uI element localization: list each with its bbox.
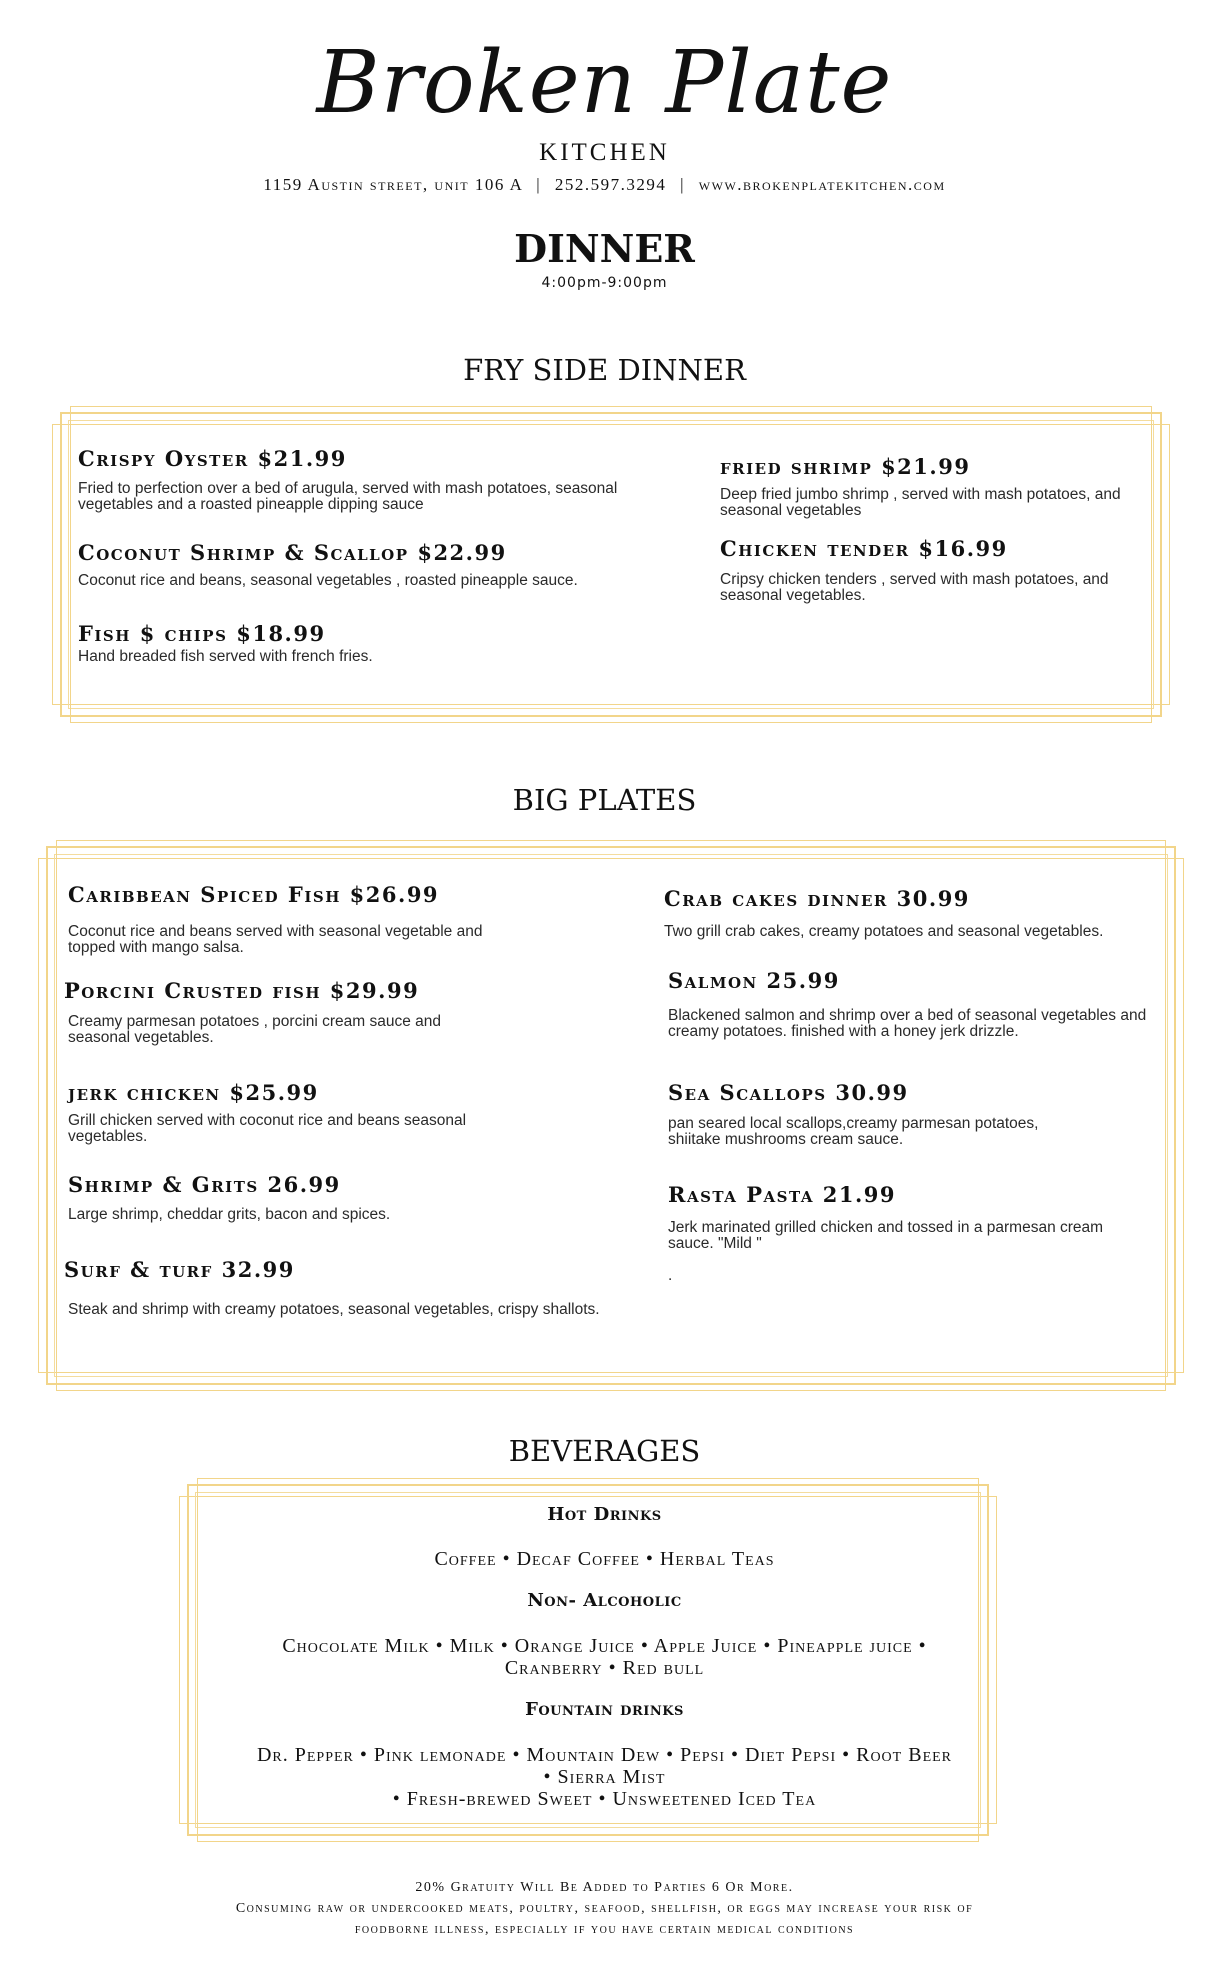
beverage-group-heading: Fountain drinks	[525, 1699, 684, 1720]
beverage-line: Dr. Pepper • Pink lemonade • Mountain Dew • Pepsi • Diet Pepsi • Root Beer	[256, 1744, 953, 1766]
menu-title: DINNER	[514, 226, 695, 271]
beverage-line: Cranberry • Red bull	[504, 1657, 705, 1679]
beverage-group-heading: Hot Drinks	[547, 1504, 662, 1525]
phone: 252.597.3294	[554, 175, 667, 194]
menu-item-name: jerk chicken $25.99	[68, 1080, 319, 1105]
menu-item-name: Crab cakes dinner 30.99	[664, 886, 970, 911]
menu-item-name: Salmon 25.99	[668, 968, 840, 993]
footer-disclaimer: Consuming raw or undercooked meats, poultry, seafood, shellfish, or eggs may increase your risk of	[235, 1901, 974, 1916]
menu-item-desc: Creamy parmesan potatoes , porcini cream sauce and seasonal vegetables.	[68, 1013, 442, 1046]
contact-line	[0, 176, 1209, 193]
menu-item-name: fried shrimp $21.99	[720, 454, 971, 479]
menu-item-name: Caribbean Spiced Fish $26.99	[68, 882, 440, 907]
menu-item-desc: Blackened salmon and shrimp over a bed of seasonal vegetables and creamy potatoes. finished with a honey jerk drizzle.	[668, 1007, 1147, 1040]
website-link[interactable]: www.brokenplatekitchen.com	[698, 175, 946, 194]
menu-item-name: Rasta Pasta 21.99	[668, 1182, 897, 1207]
menu-item-name: Chicken tender $16.99	[720, 536, 1008, 561]
menu-item-name: Shrimp & Grits 26.99	[68, 1172, 341, 1197]
address: 1159 Austin street, unit 106 A	[263, 175, 523, 194]
beverage-line: Chocolate Milk • Milk • Orange Juice • Apple Juice • Pineapple juice •	[282, 1635, 927, 1657]
menu-item-desc: Two grill crab cakes, creamy potatoes and seasonal vegetables.	[664, 923, 1104, 940]
beverage-line: Coffee • Decaf Coffee • Herbal Teas	[434, 1548, 775, 1570]
menu-item-name: Crispy Oyster $21.99	[78, 446, 347, 471]
menu-item-name: Sea Scallops 30.99	[668, 1080, 909, 1105]
beverage-group-heading: Non- Alcoholic	[527, 1590, 682, 1611]
menu-item-desc: Deep fried jumbo shrimp , served with mash potatoes, and seasonal vegetables	[720, 486, 1121, 519]
separator: |	[680, 175, 686, 194]
stray-mark: .	[668, 1267, 673, 1284]
menu-item-desc: Coconut rice and beans served with seasonal vegetable and topped with mango salsa.	[68, 923, 483, 956]
menu-item-desc: Jerk marinated grilled chicken and tossed in a parmesan cream sauce. "Mild "	[668, 1219, 1104, 1252]
section-title-fry-side: FRY SIDE DINNER	[463, 353, 746, 387]
footer-disclaimer: foodborne illness, especially if you have certain medical conditions	[354, 1922, 855, 1937]
menu-item-desc: Large shrimp, cheddar grits, bacon and spices.	[68, 1206, 391, 1223]
menu-hours: 4:00pm-9:00pm	[541, 275, 668, 291]
beverage-line: • Fresh-brewed Sweet • Unsweetened Iced Tea	[392, 1788, 817, 1810]
menu-item-name: Fish $ chips $18.99	[78, 621, 326, 646]
menu-item-desc: Fried to perfection over a bed of arugula, served with mash potatoes, seasonal vegetables and a roasted pineapple dipping sauce	[78, 480, 618, 513]
menu-item-name: Surf & turf 32.99	[64, 1257, 295, 1282]
footer-gratuity: 20% Gratuity Will Be Added to Parties 6 Or More.	[415, 1880, 794, 1895]
brand-name: Broken Plate	[316, 33, 893, 133]
menu-item-desc: Hand breaded fish served with french fries.	[78, 648, 373, 665]
beverage-line: • Sierra Mist	[543, 1766, 666, 1788]
brand-subtitle: KITCHEN	[539, 139, 670, 166]
menu-item-desc: pan seared local scallops,creamy parmesan potatoes, shiitake mushrooms cream sauce.	[668, 1115, 1039, 1148]
menu-item-name: Porcini Crusted fish $29.99	[64, 978, 420, 1003]
menu-item-name: Coconut Shrimp & Scallop $22.99	[78, 540, 507, 565]
section-title-beverages: BEVERAGES	[508, 1434, 701, 1468]
menu-item-desc: Grill chicken served with coconut rice and beans seasonal vegetables.	[68, 1112, 467, 1145]
menu-item-desc: Coconut rice and beans, seasonal vegetables , roasted pineapple sauce.	[78, 572, 578, 589]
menu-item-desc: Steak and shrimp with creamy potatoes, seasonal vegetables, crispy shallots.	[68, 1301, 600, 1318]
menu-item-desc: Cripsy chicken tenders , served with mash potatoes, and seasonal vegetables.	[720, 571, 1109, 604]
section-title-big-plates: BIG PLATES	[512, 783, 697, 817]
separator: |	[536, 175, 542, 194]
